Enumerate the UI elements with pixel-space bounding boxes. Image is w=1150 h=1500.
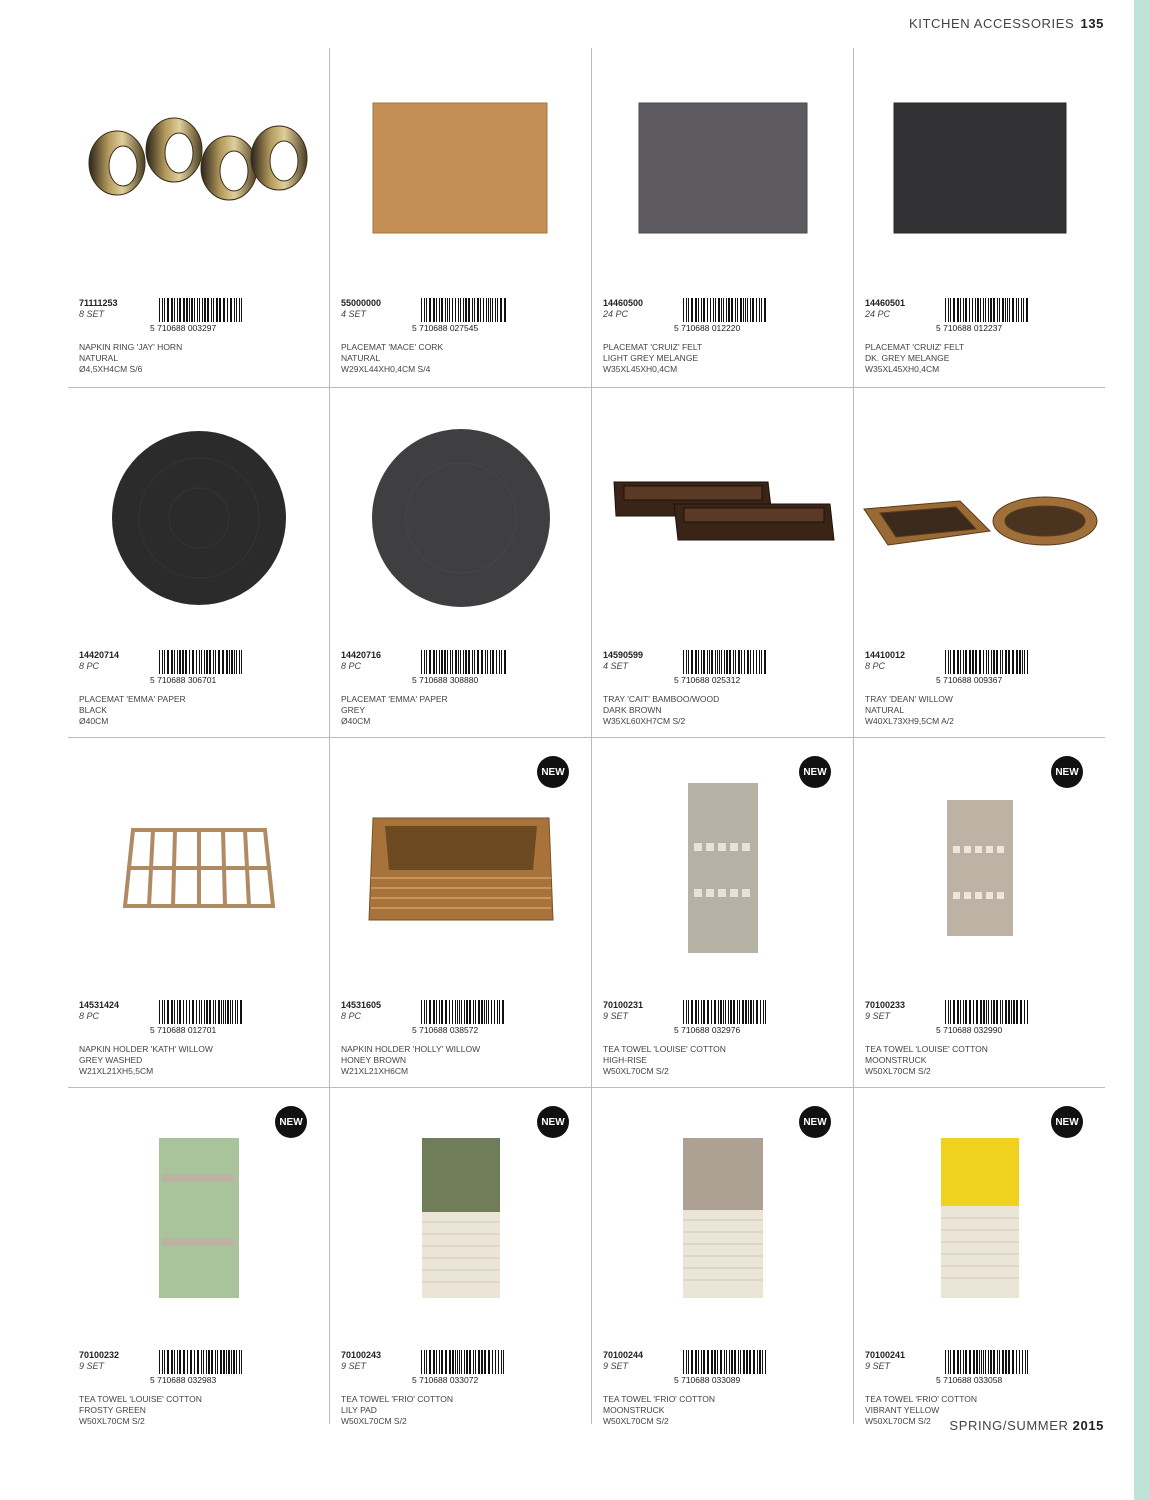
product-color: BLACK bbox=[79, 705, 107, 715]
product-qty: 9 SET bbox=[865, 1361, 891, 1371]
product-color: FROSTY GREEN bbox=[79, 1405, 146, 1415]
product-card[interactable] bbox=[68, 48, 330, 388]
product-size: W21XL21XH5,5CM bbox=[79, 1066, 154, 1076]
product-name: TEA TOWEL 'LOUISE' COTTON bbox=[865, 1044, 988, 1054]
product-name: PLACEMAT 'EMMA' PAPER bbox=[341, 694, 448, 704]
product-color: DK. GREY MELANGE bbox=[865, 353, 950, 363]
product-color: GREY bbox=[341, 705, 366, 715]
product-card[interactable] bbox=[68, 1088, 330, 1424]
product-name: TEA TOWEL 'FRIO' COTTON bbox=[603, 1394, 716, 1404]
barcode bbox=[935, 650, 1031, 684]
product-qty: 9 SET bbox=[603, 1361, 629, 1371]
product-sku: 14460500 bbox=[603, 298, 644, 308]
tea-towel-icon bbox=[592, 1098, 853, 1338]
product-name: NAPKIN HOLDER 'HOLLY' WILLOW bbox=[341, 1044, 481, 1054]
bamboo-tray-icon bbox=[592, 398, 853, 638]
barcode bbox=[673, 1350, 769, 1384]
product-card[interactable] bbox=[854, 48, 1105, 388]
tea-towel-icon bbox=[68, 1098, 329, 1338]
barcode-number: 5 710688 012220 bbox=[674, 323, 741, 332]
page-header bbox=[909, 16, 1104, 31]
product-card[interactable] bbox=[854, 738, 1105, 1088]
new-badge: NEW bbox=[537, 756, 569, 788]
product-card[interactable] bbox=[330, 738, 592, 1088]
barcode-number: 5 710688 003297 bbox=[150, 323, 217, 332]
product-qty: 9 SET bbox=[79, 1361, 105, 1371]
product-sku: 14460501 bbox=[865, 298, 906, 308]
barcode bbox=[935, 1350, 1031, 1384]
product-qty: 8 PC bbox=[341, 661, 362, 671]
barcode-number: 5 710688 032990 bbox=[936, 1025, 1003, 1034]
product-name: TEA TOWEL 'LOUISE' COTTON bbox=[603, 1044, 726, 1054]
barcode bbox=[673, 650, 769, 684]
cork-placemat-icon bbox=[330, 48, 591, 288]
barcode bbox=[149, 1000, 245, 1034]
barcode bbox=[411, 650, 507, 684]
product-size: Ø40CM bbox=[79, 716, 109, 726]
season-label: SPRING/SUMMER bbox=[949, 1418, 1069, 1433]
product-qty: 4 SET bbox=[341, 309, 367, 319]
product-name: TRAY 'CAIT' BAMBOO/WOOD bbox=[603, 694, 720, 704]
page-footer bbox=[949, 1418, 1104, 1433]
product-name: PLACEMAT 'MACE' CORK bbox=[341, 342, 444, 352]
product-sku: 14531424 bbox=[79, 1000, 120, 1010]
tea-towel-icon bbox=[330, 1098, 591, 1338]
product-sku: 70100244 bbox=[603, 1350, 644, 1360]
product-size: W50XL70CM S/2 bbox=[79, 1416, 145, 1426]
new-badge: NEW bbox=[1051, 756, 1083, 788]
product-qty: 8 SET bbox=[79, 309, 105, 319]
product-size: W35XL45XH0,4CM bbox=[865, 364, 940, 374]
product-color: GREY WASHED bbox=[79, 1055, 143, 1065]
product-sku: 14531605 bbox=[341, 1000, 382, 1010]
page-number: 135 bbox=[1080, 16, 1104, 31]
barcode bbox=[411, 1000, 507, 1034]
product-qty: 8 PC bbox=[79, 661, 100, 671]
product-name: TRAY 'DEAN' WILLOW bbox=[865, 694, 953, 704]
barcode-number: 5 710688 033089 bbox=[674, 1375, 741, 1384]
product-size: W35XL45XH0,4CM bbox=[603, 364, 678, 374]
product-sku: 14420714 bbox=[79, 650, 120, 660]
new-badge: NEW bbox=[799, 1106, 831, 1138]
product-name: PLACEMAT 'EMMA' PAPER bbox=[79, 694, 186, 704]
product-sku: 70100231 bbox=[603, 1000, 644, 1010]
product-color: NATURAL bbox=[79, 353, 119, 363]
product-name: TEA TOWEL 'FRIO' COTTON bbox=[341, 1394, 454, 1404]
round-placemat-icon bbox=[330, 398, 591, 638]
barcode bbox=[673, 298, 769, 332]
product-sku: 70100243 bbox=[341, 1350, 382, 1360]
product-color: LILY PAD bbox=[341, 1405, 377, 1415]
product-name: TEA TOWEL 'FRIO' COTTON bbox=[865, 1394, 978, 1404]
barcode bbox=[149, 650, 245, 684]
open-basket-icon bbox=[68, 748, 329, 988]
product-card[interactable] bbox=[68, 738, 330, 1088]
year-label: 2015 bbox=[1072, 1418, 1104, 1433]
product-size: W50XL70CM S/2 bbox=[341, 1416, 407, 1426]
product-sku: 14590599 bbox=[603, 650, 644, 660]
barcode-number: 5 710688 032983 bbox=[150, 1375, 217, 1384]
barcode-number: 5 710688 033072 bbox=[412, 1375, 479, 1384]
tea-towel-icon bbox=[854, 748, 1105, 988]
barcode-number: 5 710688 306701 bbox=[150, 675, 217, 684]
product-name: PLACEMAT 'CRUIZ' FELT bbox=[603, 342, 703, 352]
new-badge: NEW bbox=[537, 1106, 569, 1138]
barcode-number: 5 710688 308880 bbox=[412, 675, 479, 684]
new-badge: NEW bbox=[799, 756, 831, 788]
product-card[interactable] bbox=[330, 388, 592, 738]
product-sku: 70100233 bbox=[865, 1000, 906, 1010]
felt-placemat-icon bbox=[592, 48, 853, 288]
product-sku: 70100241 bbox=[865, 1350, 906, 1360]
product-size: W21XL21XH6CM bbox=[341, 1066, 409, 1076]
felt-placemat-icon bbox=[854, 48, 1105, 288]
tea-towel-icon bbox=[592, 748, 853, 988]
napkin-rings-icon bbox=[68, 48, 329, 288]
product-card[interactable] bbox=[592, 388, 854, 738]
product-color: VIBRANT YELLOW bbox=[865, 1405, 940, 1415]
barcode-number: 5 710688 032976 bbox=[674, 1025, 741, 1034]
product-size: W50XL70CM S/2 bbox=[865, 1066, 931, 1076]
barcode-number: 5 710688 038572 bbox=[412, 1025, 479, 1034]
product-card[interactable] bbox=[68, 388, 330, 738]
section-title: KITCHEN ACCESSORIES bbox=[909, 16, 1075, 31]
product-qty: 9 SET bbox=[865, 1011, 891, 1021]
product-color: MOONSTRUCK bbox=[865, 1055, 927, 1065]
product-name: NAPKIN HOLDER 'KATH' WILLOW bbox=[79, 1044, 213, 1054]
barcode-number: 5 710688 027545 bbox=[412, 323, 479, 332]
product-qty: 24 PC bbox=[865, 309, 891, 319]
product-sku: 71111253 bbox=[79, 298, 118, 308]
barcode-number: 5 710688 009367 bbox=[936, 675, 1003, 684]
side-stripe bbox=[1134, 0, 1150, 1500]
product-sku: 70100232 bbox=[79, 1350, 120, 1360]
product-color: DARK BROWN bbox=[603, 705, 662, 715]
product-card[interactable] bbox=[330, 1088, 592, 1424]
wicker-basket-icon bbox=[330, 748, 591, 988]
product-size: W40XL73XH9,5CM A/2 bbox=[865, 716, 954, 726]
barcode-number: 5 710688 012701 bbox=[150, 1025, 217, 1034]
barcode-number: 5 710688 012237 bbox=[936, 323, 1003, 332]
product-color: NATURAL bbox=[865, 705, 905, 715]
barcode-number: 5 710688 025312 bbox=[674, 675, 741, 684]
round-placemat-icon bbox=[68, 398, 329, 638]
product-size: W50XL70CM S/2 bbox=[865, 1416, 931, 1426]
barcode bbox=[673, 1000, 769, 1034]
barcode bbox=[411, 1350, 507, 1384]
product-card[interactable] bbox=[854, 388, 1105, 738]
product-sku: 55000000 bbox=[341, 298, 382, 308]
product-size: W35XL60XH7CM S/2 bbox=[603, 716, 686, 726]
product-size: W29XL44XH0,4CM S/4 bbox=[341, 364, 431, 374]
barcode bbox=[935, 1000, 1031, 1034]
barcode bbox=[149, 1350, 245, 1384]
barcode bbox=[935, 298, 1031, 332]
product-size: W50XL70CM S/2 bbox=[603, 1066, 669, 1076]
product-card[interactable] bbox=[592, 1088, 854, 1424]
product-name: NAPKIN RING 'JAY' HORN bbox=[79, 342, 183, 352]
new-badge: NEW bbox=[1051, 1106, 1083, 1138]
product-color: NATURAL bbox=[341, 353, 381, 363]
product-qty: 8 PC bbox=[341, 1011, 362, 1021]
product-qty: 4 SET bbox=[603, 661, 629, 671]
product-card[interactable] bbox=[854, 1088, 1105, 1424]
barcode bbox=[411, 298, 507, 332]
product-name: PLACEMAT 'CRUIZ' FELT bbox=[865, 342, 965, 352]
barcode bbox=[149, 298, 245, 332]
product-card[interactable] bbox=[592, 48, 854, 388]
product-qty: 9 SET bbox=[341, 1361, 367, 1371]
product-size: Ø4,5XH4CM S/6 bbox=[79, 364, 143, 374]
product-color: MOONSTRUCK bbox=[603, 1405, 665, 1415]
willow-tray-icon bbox=[854, 398, 1105, 638]
tea-towel-icon bbox=[854, 1098, 1105, 1338]
product-card[interactable] bbox=[330, 48, 592, 388]
product-qty: 8 PC bbox=[79, 1011, 100, 1021]
barcode-number: 5 710688 033058 bbox=[936, 1375, 1003, 1384]
product-color: HIGH-RISE bbox=[603, 1055, 647, 1065]
product-qty: 8 PC bbox=[865, 661, 886, 671]
product-qty: 9 SET bbox=[603, 1011, 629, 1021]
product-size: Ø40CM bbox=[341, 716, 371, 726]
product-sku: 14420716 bbox=[341, 650, 382, 660]
product-grid bbox=[68, 48, 1105, 1424]
product-qty: 24 PC bbox=[603, 309, 629, 319]
product-sku: 14410012 bbox=[865, 650, 906, 660]
product-color: LIGHT GREY MELANGE bbox=[603, 353, 699, 363]
product-name: TEA TOWEL 'LOUISE' COTTON bbox=[79, 1394, 202, 1404]
new-badge: NEW bbox=[275, 1106, 307, 1138]
product-card[interactable] bbox=[592, 738, 854, 1088]
product-size: W50XL70CM S/2 bbox=[603, 1416, 669, 1426]
product-color: HONEY BROWN bbox=[341, 1055, 407, 1065]
